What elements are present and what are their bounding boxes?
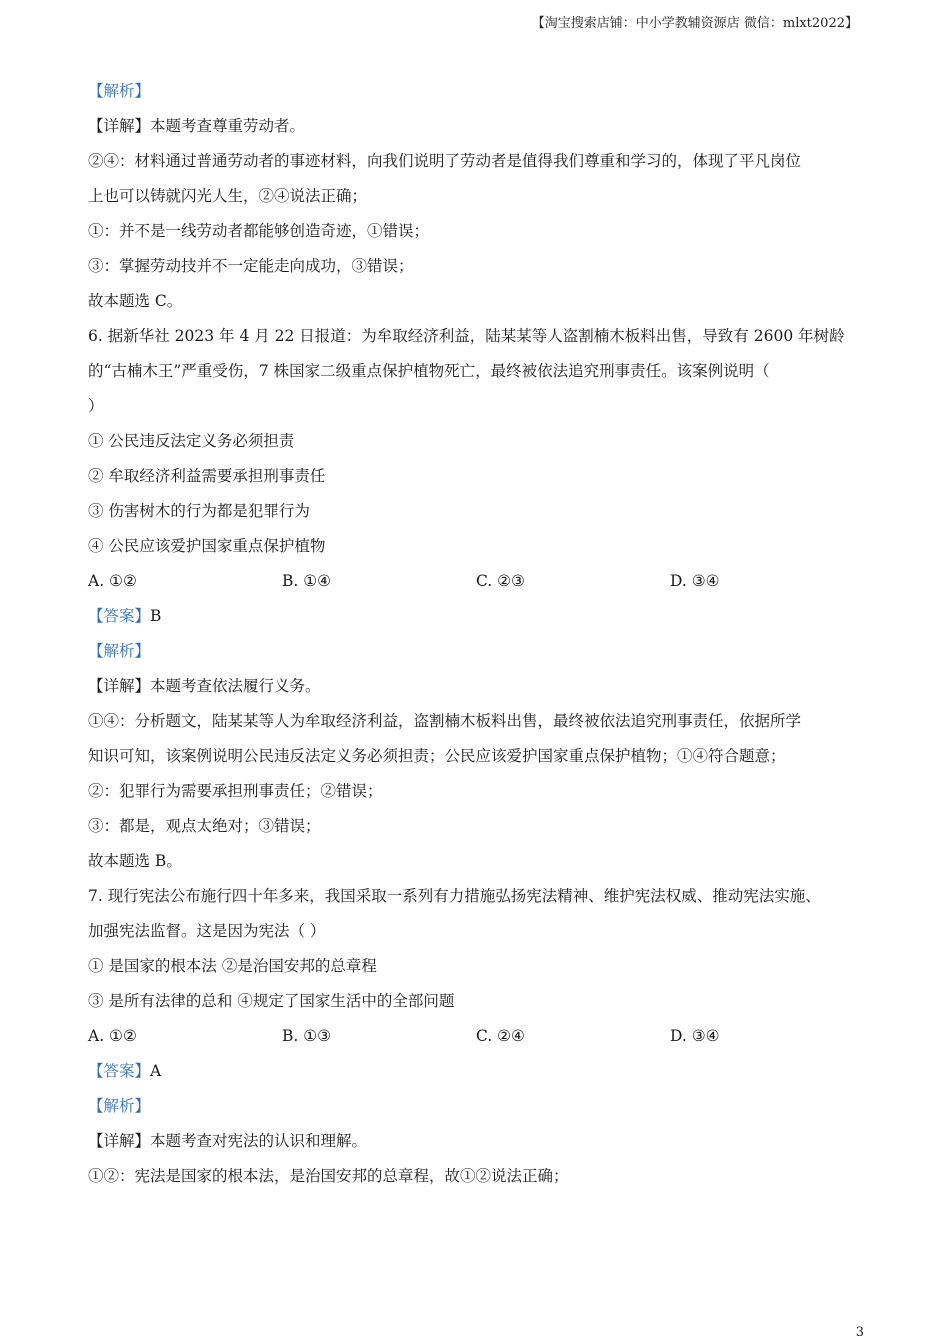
page-header: 【淘宝搜索店铺：中小学教辅资源店 微信：mlxt2022】: [531, 16, 858, 31]
section-tag: 【解析】: [88, 82, 151, 100]
text-line: ③：都是，观点太绝对；③错误；: [88, 817, 321, 835]
text-line: 的“古楠木王”严重受伤，7 株国家二级重点保护植物死亡，最终被依法追究刑事责任。该案例说明（: [88, 362, 770, 380]
text-line: ② 牟取经济利益需要承担刑事责任: [88, 467, 326, 485]
text-line: ③ 是所有法律的总和 ④规定了国家生活中的全部问题: [88, 992, 455, 1010]
text-line: ①④：分析题文，陆某某等人为牟取经济利益，盗割楠木板料出售，最终被依法追究刑事责任，依据所学: [88, 712, 802, 730]
text-line: 【详解】本题考查依法履行义务。: [88, 677, 321, 695]
section-tag-line: [88, 638, 868, 673]
section-tag-line: [88, 78, 868, 113]
text-line: ）: [88, 397, 104, 415]
answer-option: A. ①②: [88, 572, 137, 590]
text-line: ②④：材料通过普通劳动者的事迹材料，向我们说明了劳动者是值得我们尊重和学习的，体现了平凡岗位: [88, 152, 802, 170]
text-line: ① 公民违反法定义务必须担责: [88, 432, 295, 450]
answer-option: C. ②③: [476, 572, 525, 590]
answer-option: B. ①④: [282, 572, 332, 590]
section-tag-line: [88, 1058, 868, 1093]
section-tag: 【解析】: [88, 1097, 151, 1115]
text-line: 【详解】本题考查对宪法的认识和理解。: [88, 1132, 368, 1150]
text-line: ④ 公民应该爱护国家重点保护植物: [88, 537, 326, 555]
answer-options: [88, 568, 868, 603]
answer-value: A: [150, 1062, 162, 1080]
answer-option: A. ①②: [88, 1027, 137, 1045]
answer-option: D. ③④: [670, 1027, 720, 1045]
section-tag-line: [88, 603, 868, 638]
section-tag: 【答案】: [88, 607, 151, 625]
text-line: 知识可知，该案例说明公民违反法定义务必须担责；公民应该爱护国家重点保护植物；①④符合题意；: [88, 747, 786, 765]
document-body: [88, 78, 868, 1198]
text-line: 故本题选 B。: [88, 852, 182, 870]
section-tag: 【解析】: [88, 642, 151, 660]
text-line: ①：并不是一线劳动者都能够创造奇迹，①错误；: [88, 222, 430, 240]
answer-option: C. ②④: [476, 1027, 525, 1045]
text-line: ②：犯罪行为需要承担刑事责任；②错误；: [88, 782, 383, 800]
text-line: 上也可以铸就闪光人生，②④说法正确；: [88, 187, 368, 205]
answer-option: D. ③④: [670, 572, 720, 590]
text-line: 故本题选 C。: [88, 292, 183, 310]
text-line: 6. 据新华社 2023 年 4 月 22 日报道：为牟取经济利益，陆某某等人盗割楠木板料出售，导致有 2600 年树龄: [88, 327, 845, 345]
text-line: 加强宪法监督。这是因为宪法（ ）: [88, 922, 326, 940]
text-line: 7. 现行宪法公布施行四十年多来，我国采取一系列有力措施弘扬宪法精神、维护宪法权威、推动宪法实施、: [88, 887, 821, 905]
answer-option: B. ①③: [282, 1027, 332, 1045]
text-line: ①②：宪法是国家的根本法，是治国安邦的总章程，故①②说法正确；: [88, 1167, 569, 1185]
section-tag: 【答案】: [88, 1062, 151, 1080]
answer-options: [88, 1023, 868, 1058]
section-tag-line: [88, 1093, 868, 1128]
text-line: ③：掌握劳动技并不一定能走向成功，③错误；: [88, 257, 414, 275]
text-line: 【详解】本题考查尊重劳动者。: [88, 117, 306, 135]
page-number: 3: [855, 1325, 864, 1340]
answer-value: B: [150, 607, 162, 625]
text-line: ① 是国家的根本法 ②是治国安邦的总章程: [88, 957, 377, 975]
text-line: ③ 伤害树木的行为都是犯罪行为: [88, 502, 310, 520]
